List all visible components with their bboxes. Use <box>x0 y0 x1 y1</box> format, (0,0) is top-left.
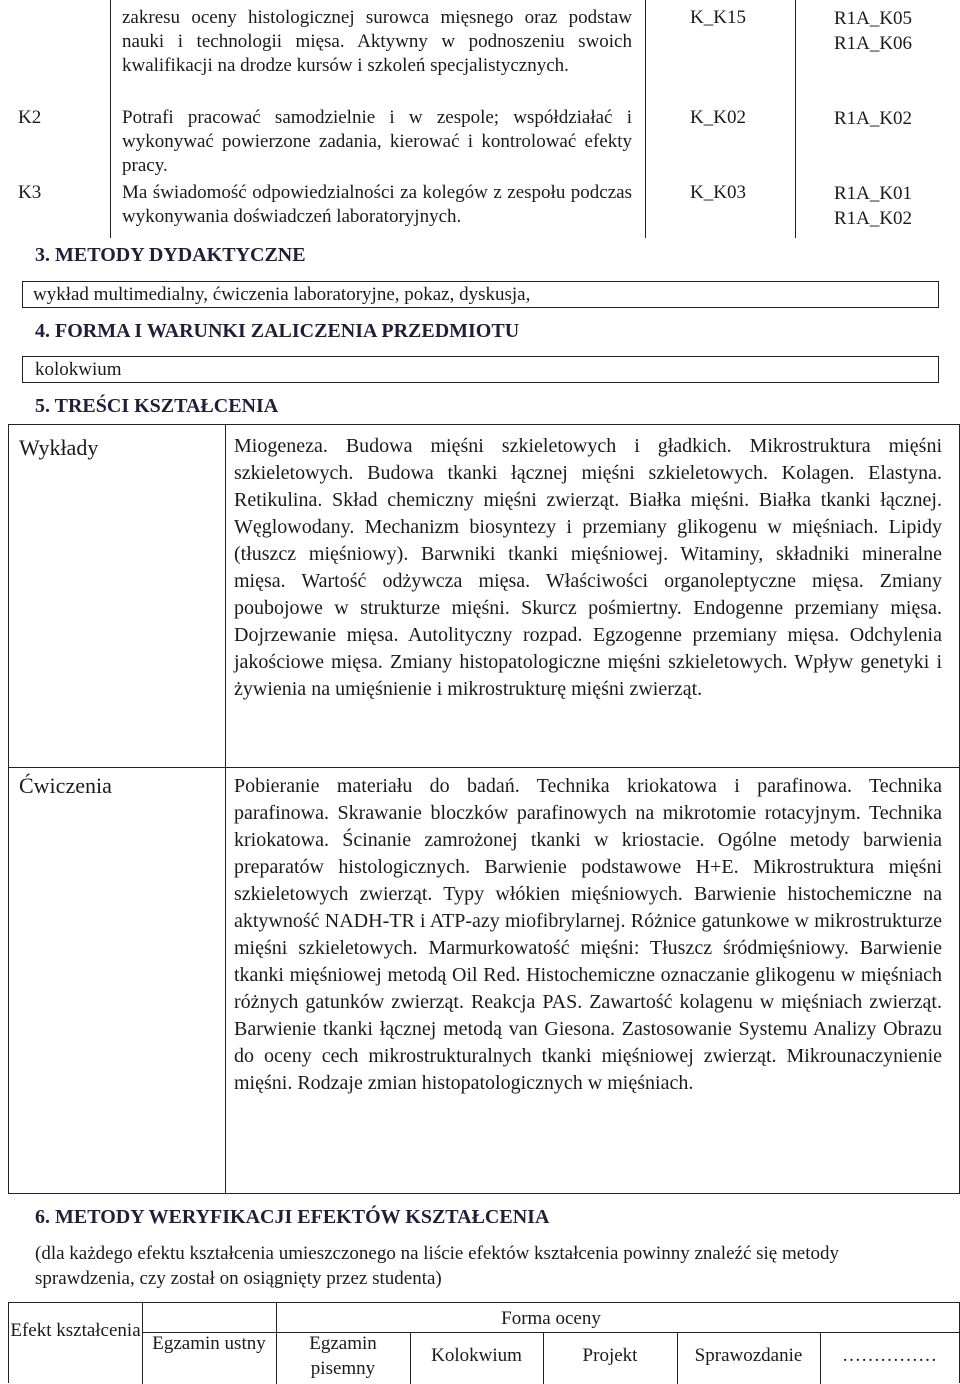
effect-description: Ma świadomość odpowiedzialności za kolegów z zespołu podczas wykonywania doświadczeń laboratoryjnych. <box>122 182 632 227</box>
assessment-value: kolokwium <box>35 359 122 380</box>
content-table <box>8 424 960 1194</box>
header-oral-exam: Egzamin ustny <box>152 1333 266 1354</box>
header-ellipsis: …………… <box>842 1345 937 1366</box>
methods-value: wykład multimedialny, ćwiczenia laboratoryjne, pokaz, dyskusja, <box>33 284 531 305</box>
effect-r-codes <box>808 106 938 131</box>
header-effect: Efekt kształcenia <box>10 1320 141 1341</box>
effect-kk-code: K_K15 <box>690 7 746 28</box>
effect-r-codes <box>808 6 938 56</box>
r-code: R1A_K01 <box>833 183 913 204</box>
header-report: Sprawozdanie <box>694 1345 803 1366</box>
content-label-lectures: Wykłady <box>19 435 99 460</box>
header-form-of-assessment: Forma oceny <box>501 1308 601 1329</box>
effect-r-codes <box>808 181 938 231</box>
section-heading-verification: 6. METODY WERYFIKACJI EFEKTÓW KSZTAŁCENIA <box>35 1206 550 1228</box>
effect-kk-code: K_K02 <box>690 107 746 128</box>
r-code: R1A_K06 <box>833 33 913 54</box>
effect-code: K3 <box>18 182 42 203</box>
content-text-lectures: Miogeneza. Budowa mięśni szkieletowych i gładkich. Mikrostruktura mięśni szkieletowych. Budowa tkanki łącznej mięśni szkieletowych. Kolagen. Elastyna. Retikulina. Skład chemiczny mięśni zwierząt. Białka mięśni. Białka tkanki łącznej. Węglowodany. Mechanizm biosyntezy i przemiany glikogenu w mięśniach. Lipidy (tłuszcz mięśniowy). Barwniki tkanki mięśniowej. Witaminy, składniki mineralne mięsa. Wartość odżywcza mięsa. Właściwości organoleptyczne mięsa. Zmiany poubojowe w strukturze mięśni. Skurcz pośmiertny. Endogenne przemiany mięsa. Dojrzewanie mięsa. Autolityczny rozpad. Egzogenne przemiany mięsa. Odchylenia jakościowe mięsa. Zmiany histopatologiczne mięśni szkieletowych. Wpływ genetyki i żywienia na umięśnienie i mikrostrukturę mięśni zwierząt. <box>234 435 942 700</box>
assessment-form-table <box>8 1302 960 1383</box>
header-colloquium: Kolokwium <box>431 1345 522 1366</box>
methods-box <box>22 281 939 308</box>
content-label-exercises: Ćwiczenia <box>19 773 112 798</box>
effect-kk-code: K_K03 <box>690 182 746 203</box>
r-code: R1A_K02 <box>833 108 913 129</box>
effect-description: zakresu oceny histologicznej surowca mięsnego oraz podstaw nauki i technologii mięsa. Aktywny w podnoszeniu swoich kwalifikacji na drodze kursów i szkoleń specjalistycznych. <box>122 7 632 76</box>
header-project: Projekt <box>582 1345 638 1366</box>
effect-description: Potrafi pracować samodzielnie i w zespole; współdziałać i wykonywać powierzone zadania, kierować i kontrolować efekty pracy. <box>122 107 632 176</box>
r-code: R1A_K05 <box>833 8 913 29</box>
verification-note: (dla każdego efektu kształcenia umieszczonego na liście efektów kształcenia powinny znaleźć się metody sprawdzenia, czy został on osiągnięty przez studenta) <box>35 1243 839 1289</box>
assessment-box <box>22 356 939 383</box>
content-text-exercises: Pobieranie materiału do badań. Technika kriokatowa i parafinowa. Technika parafinowa. Skrawanie bloczków parafinowych na mikrotomie rotacyjnym. Technika kriokatowa. Ścinanie zamrożonej tkanki w kriostacie. Ogólne metody barwienia preparatów histologicznych. Barwienie podstawowe H+E. Mikrostruktura mięśni szkieletowych zwierząt. Typy włókien mięśniowych. Barwienie histochemiczne na aktywność NADH-TR i ATP-azy miofibrylarnej. Różnice gatunkowe w mikrostrukturze mięśni szkieletowych. Marmurkowatość mięśni: Tłuszcz śródmięśniowy. Barwienie tkanki mięśniowej metodą Oil Red. Histochemiczne oznaczanie glikogenu w mięśniach różnych gatunków zwierząt. Reakcja PAS. Zawartość kolagenu w mięśniach zwierząt. Barwienie tkanki łącznej metodą van Giesona. Zastosowanie Systemu Analizy Obrazu do oceny cech mikrostrukturalnych tkanki mięśniowej zwierząt. Mikrounaczynienie mięśni. Rodzaje zmian histopatologicznych w mięśniach. <box>234 775 942 1094</box>
section-heading-methods: 3. METODY DYDAKTYCZNE <box>35 244 306 266</box>
r-code: R1A_K02 <box>833 208 913 229</box>
effect-code: K2 <box>18 107 42 128</box>
header-written-exam: Egzamin pisemny <box>309 1333 377 1379</box>
section-heading-assessment: 4. FORMA I WARUNKI ZALICZENIA PRZEDMIOTU <box>35 320 520 342</box>
section-heading-content: 5. TREŚCI KSZTAŁCENIA <box>35 395 279 417</box>
